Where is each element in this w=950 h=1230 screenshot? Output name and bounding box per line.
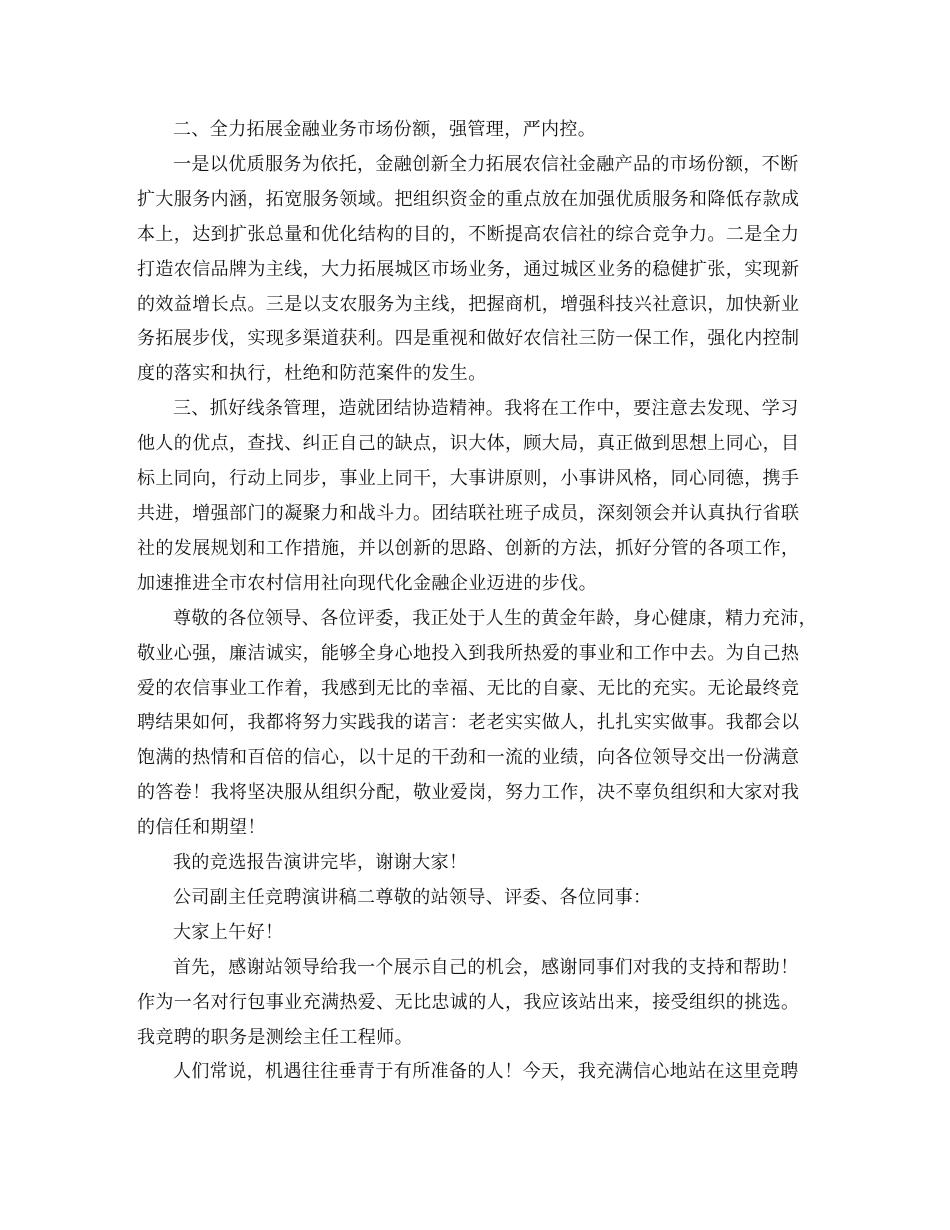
text-line: 打造农信品牌为主线，大力拓展城区市场业务，通过城区业务的稳健扩张，实现新 <box>137 258 800 280</box>
paragraph-1 <box>137 113 837 148</box>
text-line: 爱的农信事业工作着，我感到无比的幸福、无比的自豪、无比的充实。无论最终竞 <box>137 677 800 699</box>
text-line: 聘结果如何，我都将努力实践我的诺言：老老实实做人，扎扎实实做事。我都会以 <box>137 712 800 734</box>
text-line: 的效益增长点。三是以支农服务为主线，把握商机，增强科技兴社意识，加快新业 <box>137 293 800 315</box>
text-line: 敬业心强，廉洁诚实，能够全身心地投入到我所热爱的事业和工作中去。为自己热 <box>137 642 800 664</box>
document-body <box>137 113 837 1090</box>
paragraph-7 <box>137 916 837 951</box>
text-line: 首先，感谢站领导给我一个展示自己的机会，感谢同事们对我的支持和帮助！ <box>173 956 799 978</box>
text-line: 度的落实和执行，杜绝和防范案件的发生。 <box>137 363 487 385</box>
text-line: 共进，增强部门的凝聚力和战斗力。团结联社班子成员，深刻领会并认真执行省联 <box>137 502 800 524</box>
text-line: 二、全力拓展金融业务市场份额，强管理，严内控。 <box>173 119 597 140</box>
text-line: 人们常说，机遇往往垂青于有所准备的人！今天，我充满信心地站在这里竞聘 <box>173 1061 799 1083</box>
text-line: 标上同向，行动上同步，事业上同干，大事讲原则，小事讲风格，同心同德，携手 <box>137 468 800 490</box>
text-line: 作为一名对行包事业充满热爱、无比忠诚的人，我应该站出来，接受组织的挑选。 <box>137 991 800 1013</box>
paragraph-4 <box>137 602 837 846</box>
text-line: 加速推进全市农村信用社向现代化金融企业迈进的步伐。 <box>137 572 597 594</box>
text-line: 社的发展规划和工作措施，并以创新的思路、创新的方法，抓好分管的各项工作， <box>137 537 800 559</box>
paragraph-2 <box>137 148 837 392</box>
text-line: 的答卷！我将坚决服从组织分配，敬业爱岗，努力工作，决不辜负组织和大家对我 <box>137 782 800 804</box>
paragraph-8 <box>137 951 837 1056</box>
text-line: 我竞聘的职务是测绘主任工程师。 <box>137 1026 413 1048</box>
text-line: 饱满的热情和百倍的信心，以十足的干劲和一流的业绩，向各位领导交出一份满意 <box>137 747 800 769</box>
text-line: 务拓展步伐，实现多渠道获利。四是重视和做好农信社三防一保工作，强化内控制 <box>137 328 800 350</box>
paragraph-3 <box>137 392 837 601</box>
text-line: 公司副主任竞聘演讲稿二尊敬的站领导、评委、各位同事： <box>173 886 652 908</box>
text-line: 尊敬的各位领导、各位评委，我正处于人生的黄金年龄，身心健康，精力充沛， <box>173 607 817 629</box>
text-line: 的信任和期望！ <box>137 817 266 839</box>
text-line: 大家上午好！ <box>173 921 284 943</box>
text-line: 一是以优质服务为依托，金融创新全力拓展农信社金融产品的市场份额，不断 <box>173 153 799 175</box>
text-line: 他人的优点，查找、纠正自己的缺点，识大体，顾大局，真正做到思想上同心，目 <box>137 433 800 455</box>
paragraph-6 <box>137 881 837 916</box>
paragraph-9 <box>137 1055 837 1090</box>
paragraph-5 <box>137 846 837 881</box>
text-line: 我的竞选报告演讲完毕，谢谢大家！ <box>173 852 468 874</box>
text-line: 三、抓好线条管理，造就团结协造精神。我将在工作中，要注意去发现、学习 <box>173 398 799 420</box>
text-line: 扩大服务内涵，拓宽服务领域。把组织资金的重点放在加强优质服务和降低存款成 <box>137 188 800 210</box>
text-line: 本上，达到扩张总量和优化结构的目的，不断提高农信社的综合竞争力。二是全力 <box>137 223 800 245</box>
